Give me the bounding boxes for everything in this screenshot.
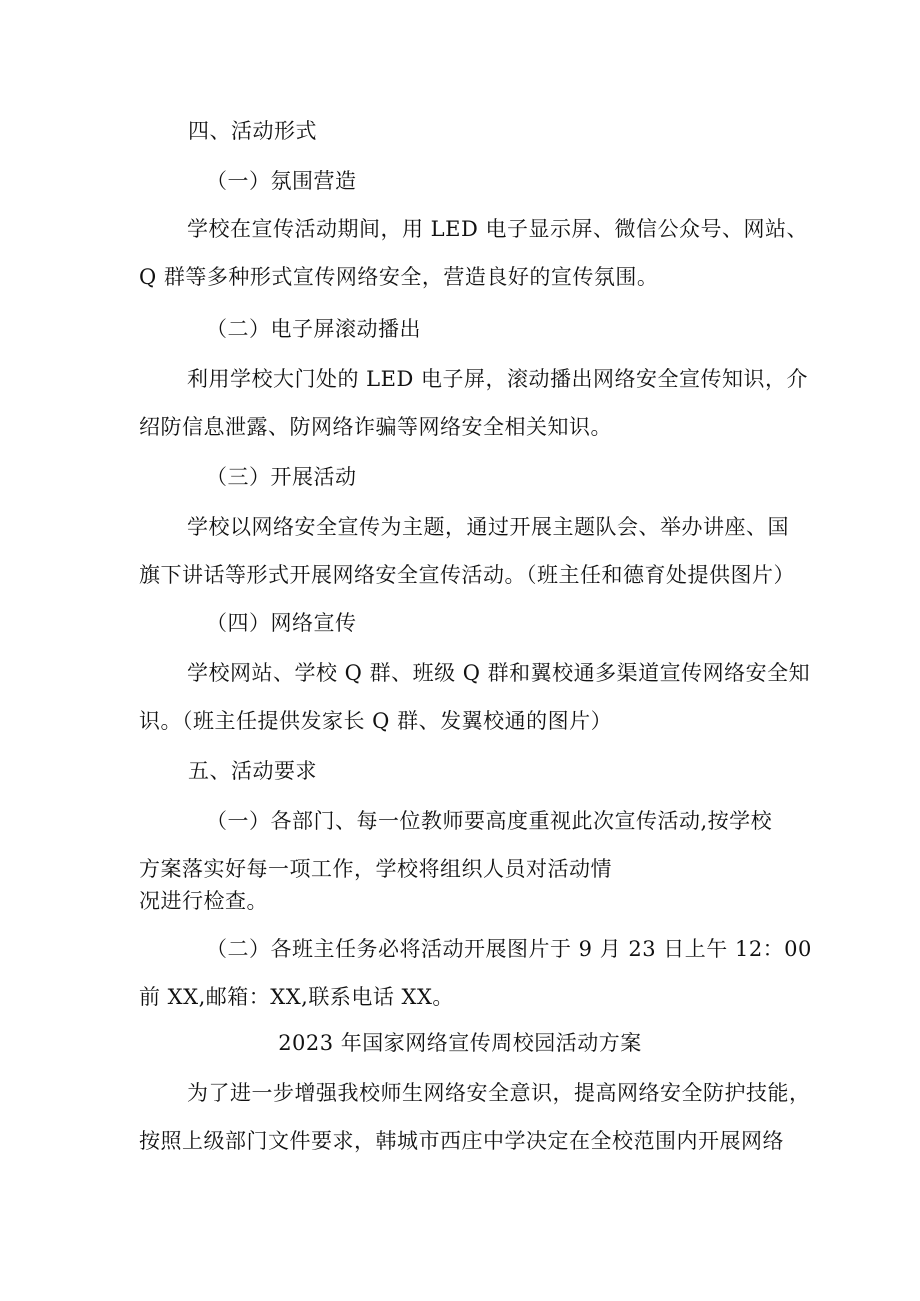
requirement-line: 况进行检查。 xyxy=(139,889,268,913)
paragraph-line: 学校网站、学校 Q 群、班级 Q 群和翼校通多渠道宣传网络安全知 xyxy=(187,661,811,685)
paragraph-line: 旗下讲话等形式开展网络安全宣传活动。（班主任和德育处提供图片） xyxy=(139,563,795,587)
paragraph-line: 学校在宣传活动期间，用 LED 电子显示屏、微信公众号、网站、 xyxy=(187,217,808,241)
requirement-line: 前 XX,邮箱：XX,联系电话 XX。 xyxy=(139,985,454,1009)
paragraph-line: 利用学校大门处的 LED 电子屏，滚动播出网络安全宣传知识，介 xyxy=(187,367,808,391)
section-heading-requirements: 五、活动要求 xyxy=(188,759,317,783)
paragraph-line: 绍防信息泄露、防网络诈骗等网络安全相关知识。 xyxy=(139,415,612,439)
subsection-title-atmosphere: （一）氛围营造 xyxy=(206,169,357,193)
paragraph-line: 识。（班主任提供发家长 Q 群、发翼校通的图片） xyxy=(139,709,613,733)
intro-line: 按照上级部门文件要求，韩城市西庄中学决定在全校范围内开展网络 xyxy=(139,1129,784,1153)
subsection-title-led-screen: （二）电子屏滚动播出 xyxy=(206,317,421,341)
document-title: 2023 年国家网络宣传周校园活动方案 xyxy=(278,1031,642,1055)
subsection-title-activities: （三）开展活动 xyxy=(206,465,357,489)
requirement-line: （二）各班主任务必将活动开展图片于 9 月 23 日上午 12：00 xyxy=(206,937,812,961)
paragraph-line: 学校以网络安全宣传为主题，通过开展主题队会、举办讲座、国 xyxy=(187,515,789,539)
paragraph-line: Q 群等多种形式宣传网络安全，营造良好的宣传氛围。 xyxy=(139,265,659,289)
section-heading-activity-form: 四、活动形式 xyxy=(188,119,317,143)
subsection-title-online: （四）网络宣传 xyxy=(206,611,357,635)
requirement-line: （一）各部门、每一位教师要高度重视此次宣传活动,按学校 xyxy=(206,809,773,833)
intro-line: 为了进一步增强我校师生网络安全意识，提高网络安全防护技能， xyxy=(187,1081,811,1105)
requirement-line: 方案落实好每一项工作，学校将组织人员对活动情 xyxy=(139,857,612,881)
